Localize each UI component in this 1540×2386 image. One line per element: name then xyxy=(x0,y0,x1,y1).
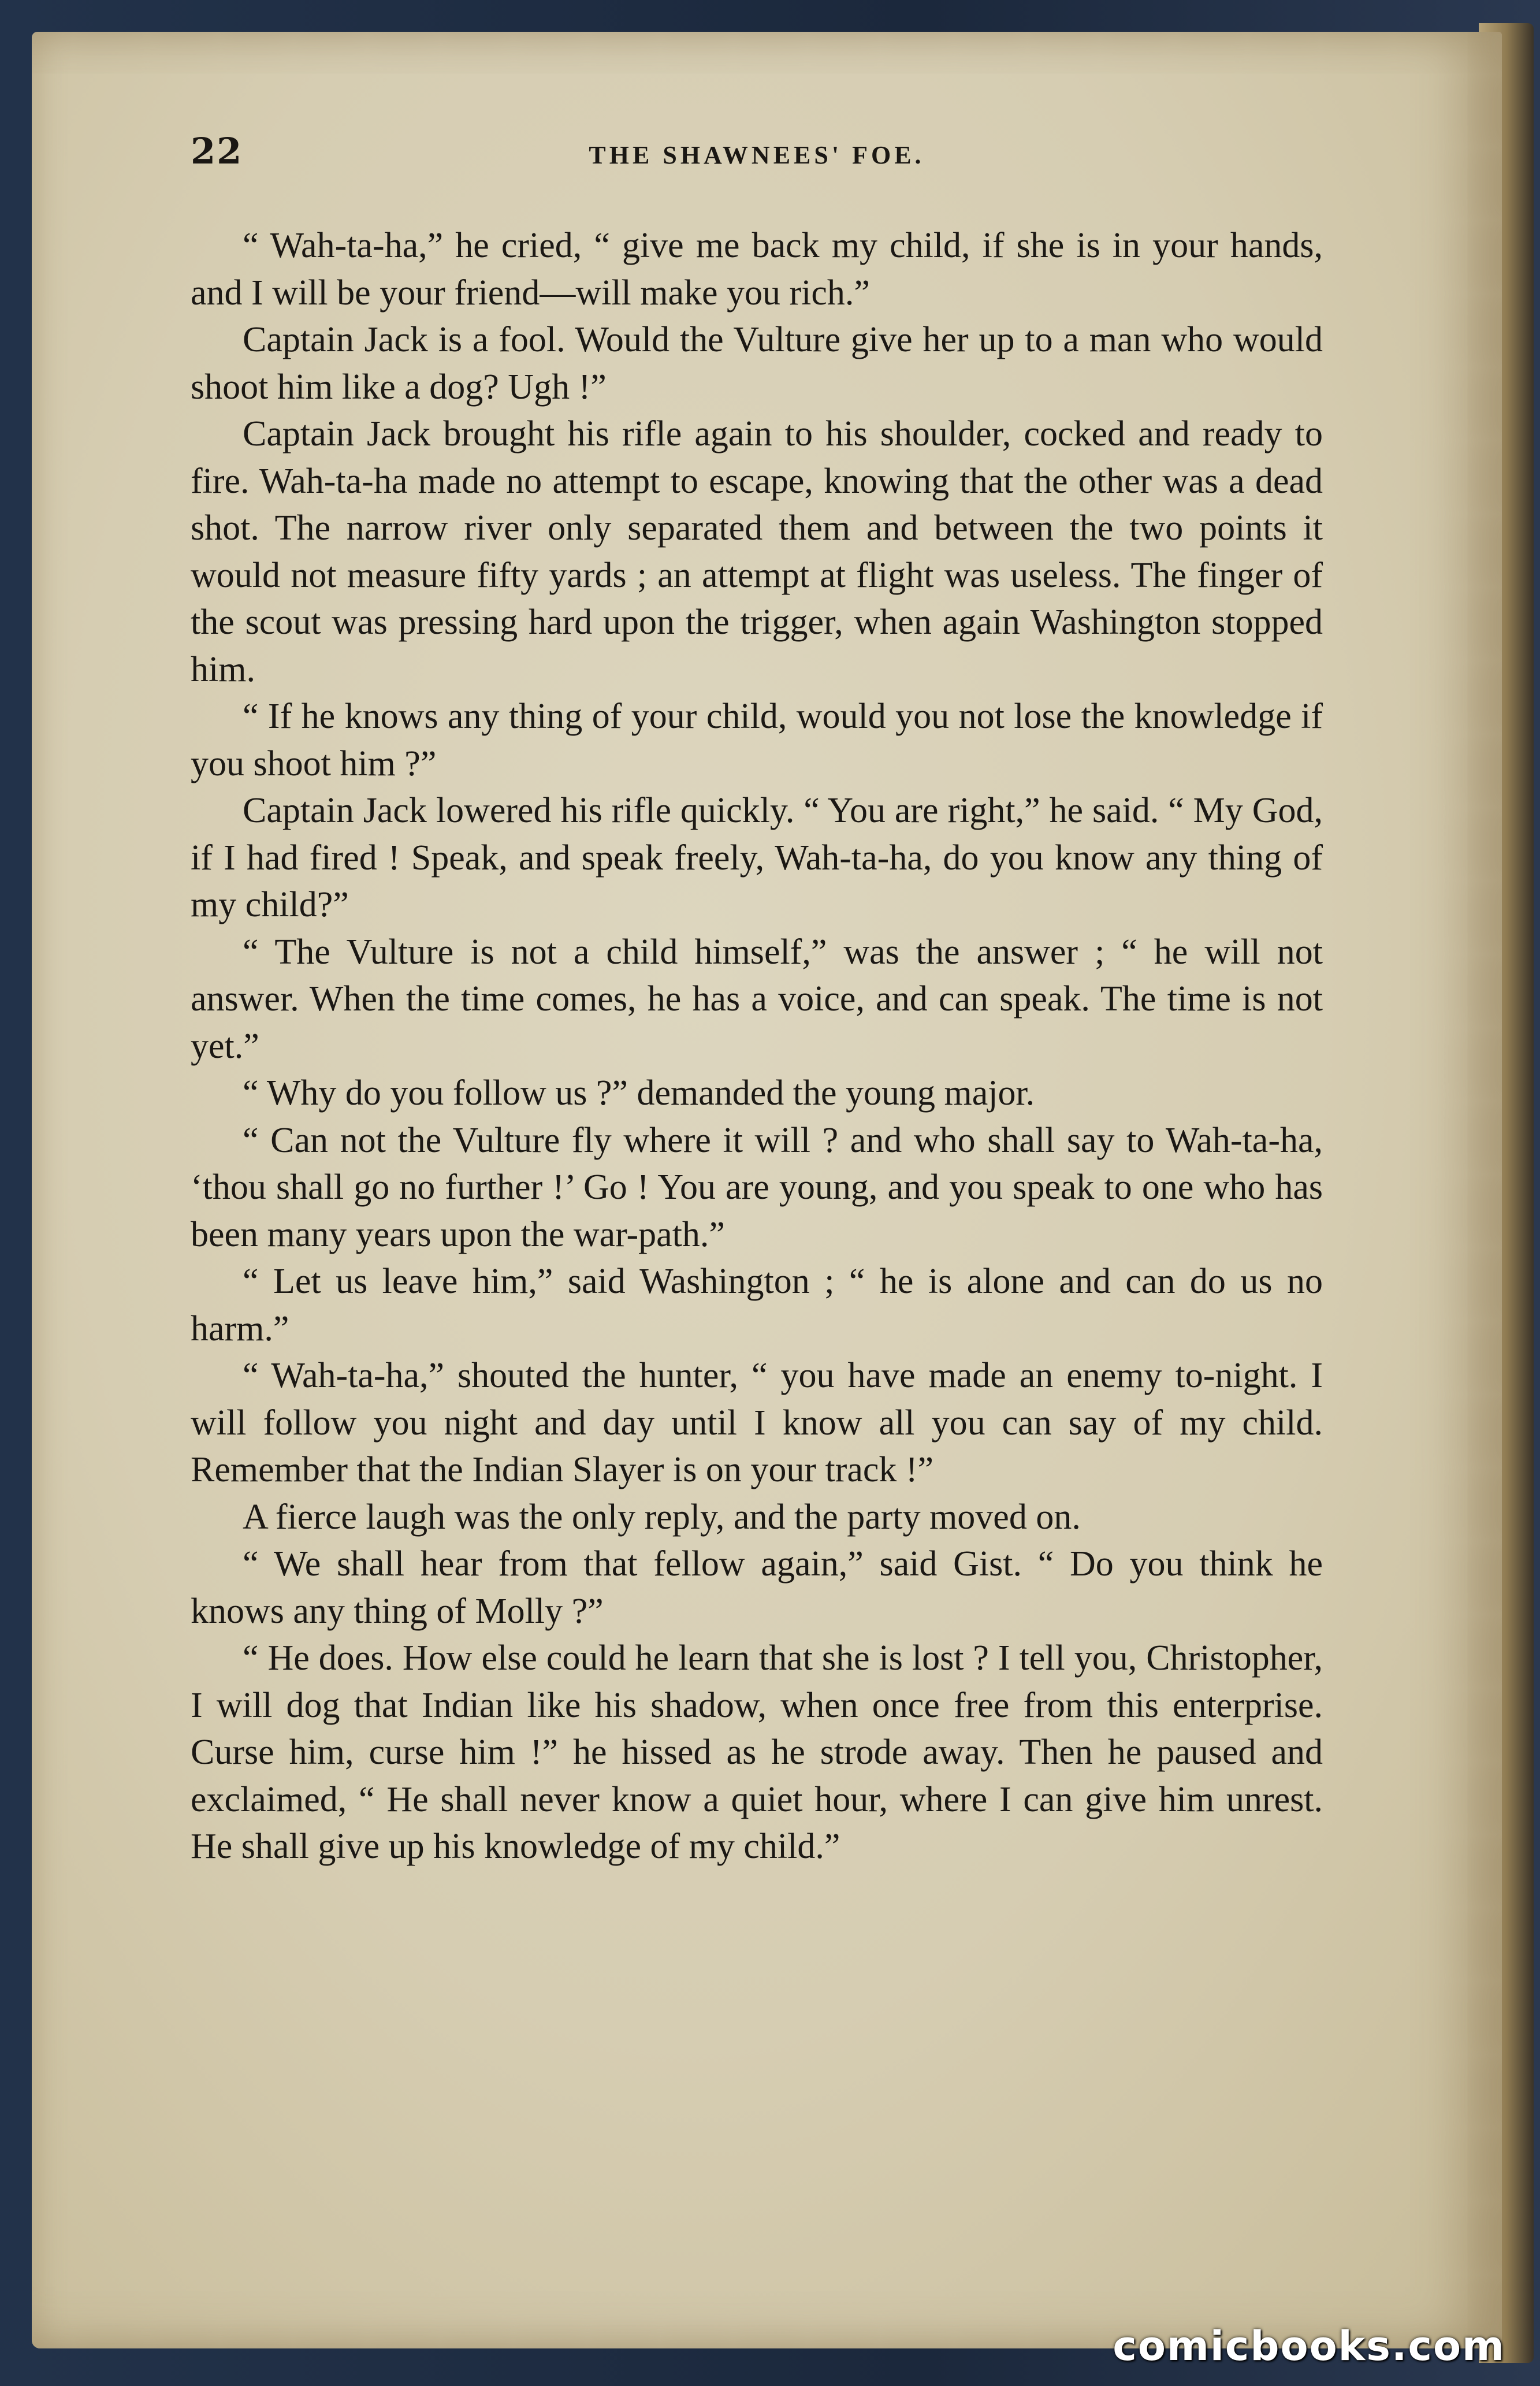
paragraph: “ Let us leave him,” said Washington ; “ he is alone and can do us no harm.” xyxy=(191,1262,1323,1348)
paragraph: “ Wah-ta-ha,” he cried, “ give me back my child, if she is in your hands, and I will be your friend—will make you rich.” xyxy=(191,226,1323,313)
paragraph: “ The Vulture is not a child himself,” was the answer ; “ he will not answer. When the time comes, he has a voice, and can speak. The time is not yet.” xyxy=(191,932,1323,1066)
paragraph: “ Can not the Vulture fly where it will ? and who shall say to Wah-ta-ha, ‘thou shall go no further !’ Go ! You are young, and you speak to one who has been many years upon the war-path.” xyxy=(191,1120,1323,1254)
paragraph: “ Wah-ta-ha,” shouted the hunter, “ you have made an enemy to-night. I will follow you night and day until I know all you can say of my child. Remember that the Indian Slayer is on your track !” xyxy=(191,1356,1323,1489)
running-title: THE SHAWNEES' FOE. xyxy=(589,141,925,169)
running-head xyxy=(191,130,1323,182)
paragraph: Captain Jack brought his rifle again to his shoulder, cocked and ready to fire. Wah-ta-ha made no attempt to escape, knowing that the other was a dead shot. The narrow river only separated them and between the two points it would not measure fifty yards ; an attempt at flight was useless. The finger of the scout was pressing hard upon the trigger, when again Washington stopped him. xyxy=(191,414,1323,689)
body-text xyxy=(191,222,1323,1871)
paragraph: “ We shall hear from that fellow again,” said Gist. “ Do you think he knows any thing of Molly ?” xyxy=(191,1544,1323,1631)
page-number: 22 xyxy=(191,130,243,172)
watermark: comicbooks.com xyxy=(1113,2322,1505,2370)
paragraph: A fierce laugh was the only reply, and the party moved on. xyxy=(243,1497,1081,1537)
paragraph: Captain Jack lowered his rifle quickly. “ You are right,” he said. “ My God, if I had fired ! Speak, and speak freely, Wah-ta-ha, do you know any thing of my child?” xyxy=(191,791,1323,924)
paragraph: “ He does. How else could he learn that she is lost ? I tell you, Christopher, I will dog that Indian like his shadow, when once free from this enterprise. Curse him, curse him !” he hissed as he strode away. Then he paused and exclaimed, “ He shall never know a quiet hour, where I can give him unrest. He shall give up his knowledge of my child.” xyxy=(191,1638,1323,1866)
paragraph: “ If he knows any thing of your child, would you not lose the knowledge if you shoot him ?” xyxy=(191,697,1323,783)
paragraph: “ Why do you follow us ?” demanded the young major. xyxy=(243,1073,1035,1113)
paragraph: Captain Jack is a fool. Would the Vulture give her up to a man who would shoot him like a dog? Ugh !” xyxy=(191,320,1323,407)
